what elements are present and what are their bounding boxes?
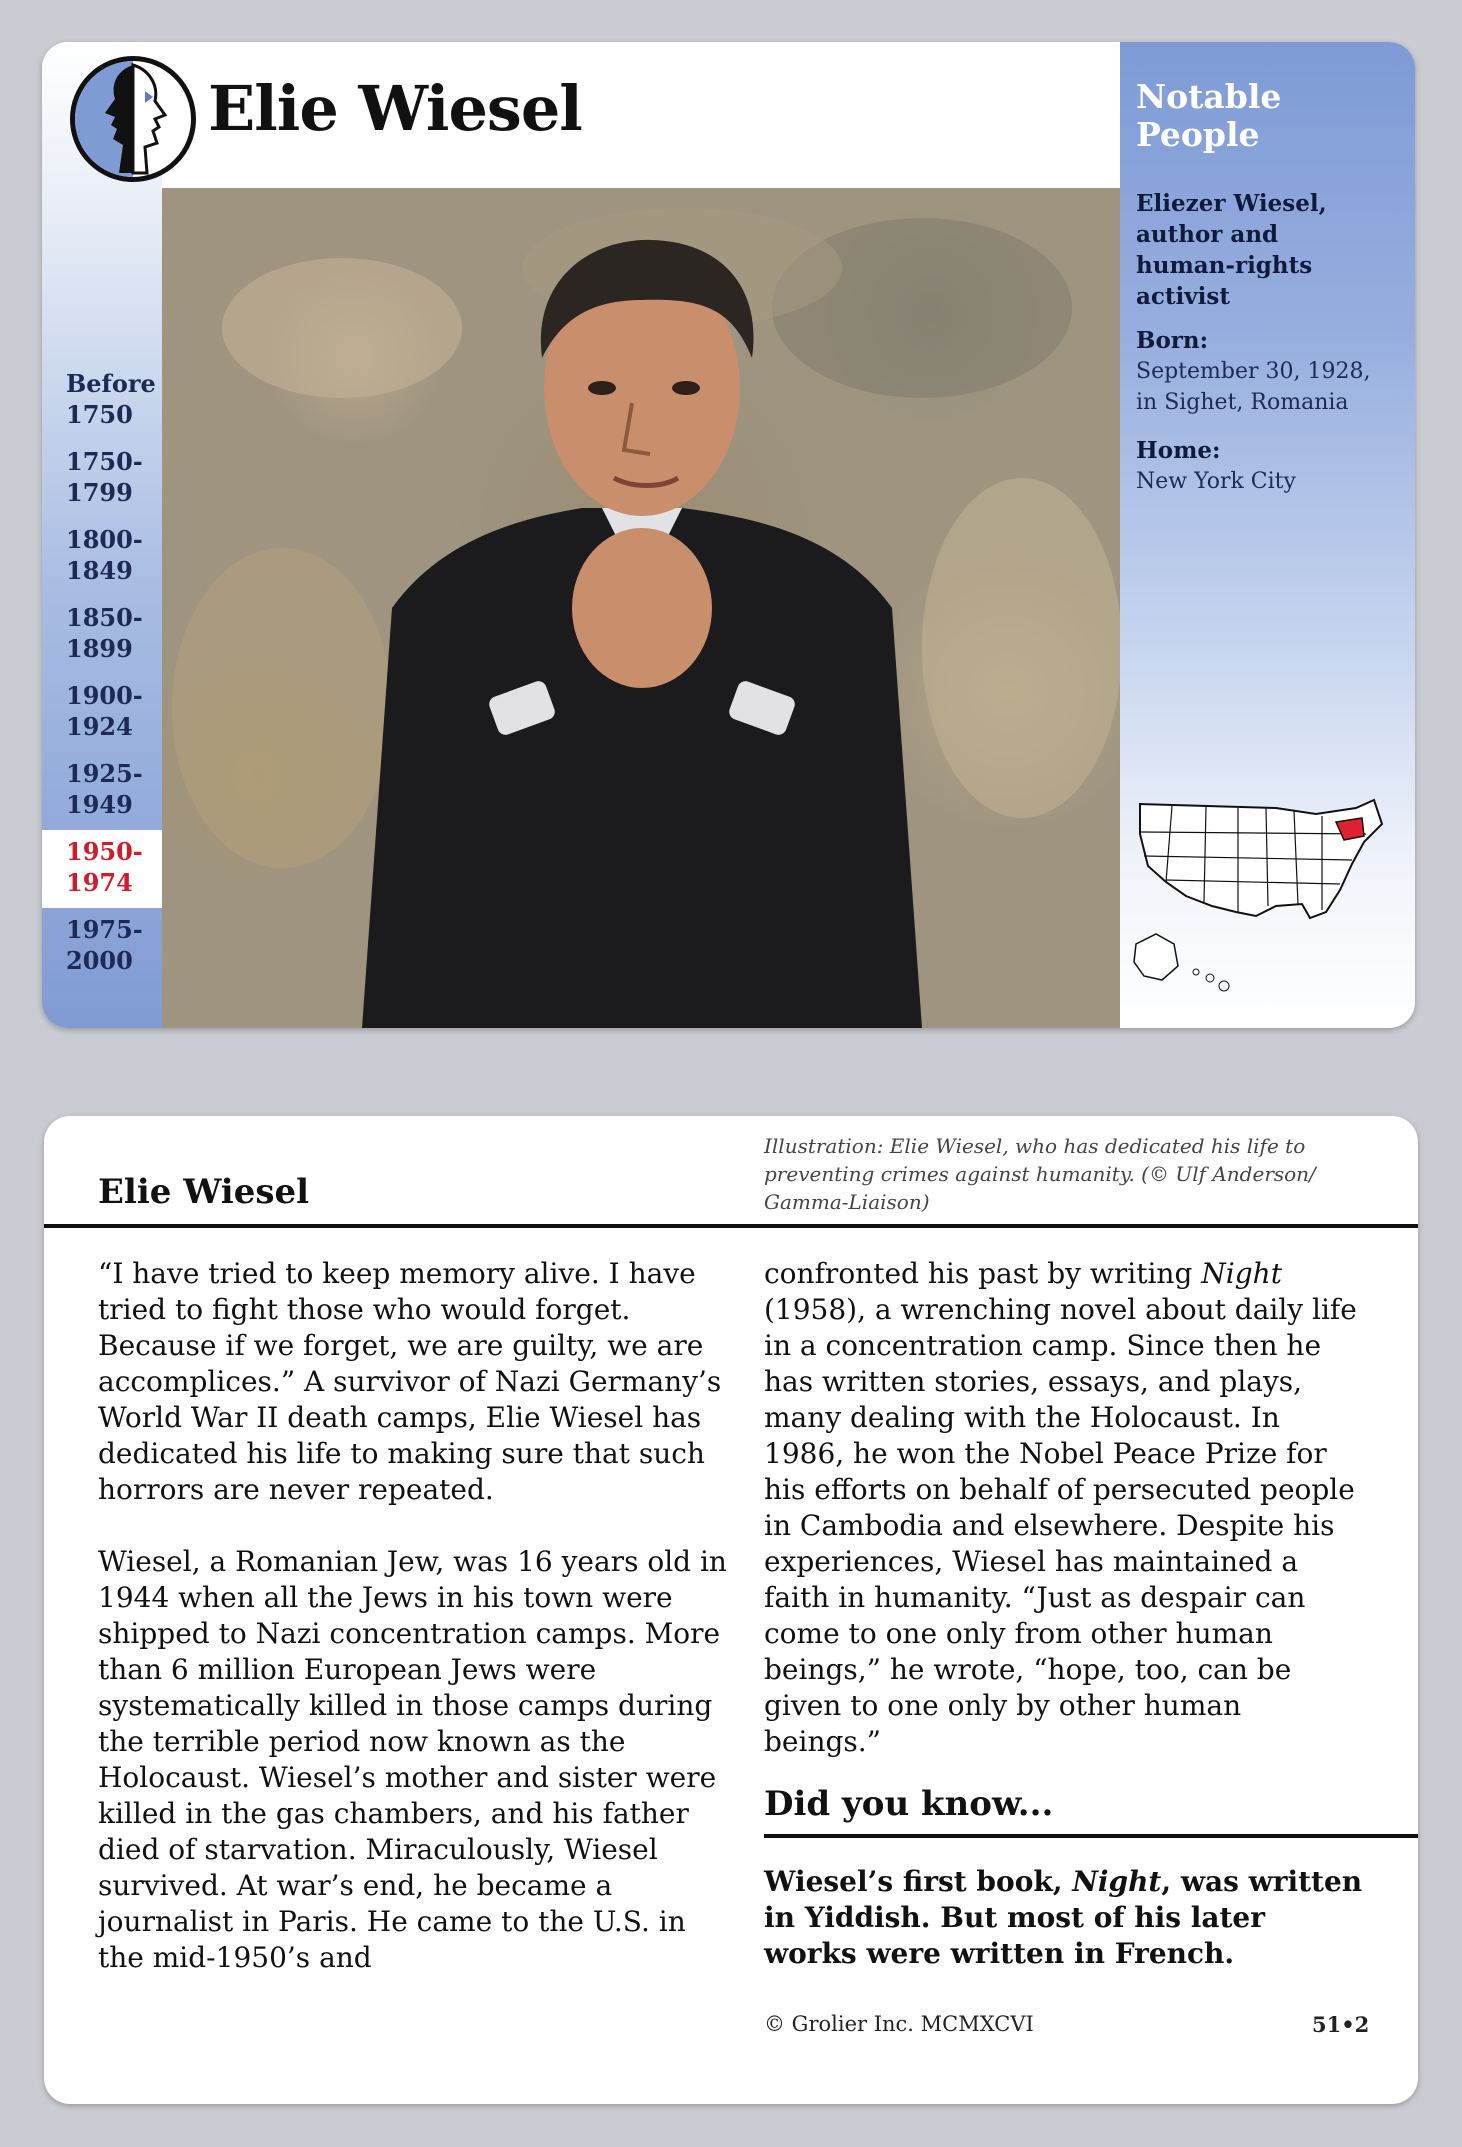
body-paragraph: Wiesel, a Romanian Jew, was 16 years old in 1944 when all the Jews in his town were shipped to Nazi concentration camps. More than 6 million European Jews were systematically killed in those camps during the terrible period now known as the Holocaust. Wiesel’s mother and sister were killed in the gas chambers, and his father died of starvation. Miraculously, Wiesel survived. At war’s end, he became a journalist in Paris. He came to the U.S. in the mid-1950’s and xyxy=(98,1545,727,1974)
era-line: 1950- xyxy=(66,837,143,866)
back-card xyxy=(44,1116,1418,2104)
copyright-notice: © Grolier Inc. MCMXCVI xyxy=(764,2012,1034,2036)
era-sidebar xyxy=(42,42,162,1028)
profile-logo-icon xyxy=(70,56,196,182)
info-panel xyxy=(1120,42,1415,1028)
front-title: Elie Wiesel xyxy=(208,72,582,145)
home-value: New York City xyxy=(1136,469,1296,494)
text-run: Wiesel’s first book, xyxy=(764,1865,1073,1898)
era-item xyxy=(42,440,162,518)
photo-caption: Illustration: Elie Wiesel, who has dedicated his life to preventing crimes against humanity. (© Ulf Anderson/ Gamma-Liaison) xyxy=(764,1134,1316,1214)
era-line: 1800- xyxy=(66,525,143,554)
front-card xyxy=(42,42,1415,1028)
book-title: Night xyxy=(1201,1257,1282,1290)
era-line: 2000 xyxy=(66,946,133,975)
era-line: 1974 xyxy=(66,868,133,897)
category-line: Notable xyxy=(1136,77,1282,116)
era-line: 1750 xyxy=(66,400,133,429)
era-list xyxy=(42,362,162,986)
category-label xyxy=(1136,78,1399,154)
body-column-right xyxy=(764,1256,1364,1796)
era-line: Before xyxy=(66,369,156,398)
era-item xyxy=(42,752,162,830)
us-map-icon xyxy=(1126,794,1398,996)
did-you-know-text xyxy=(764,1864,1364,1972)
header-divider xyxy=(44,1224,1418,1228)
era-line: 1924 xyxy=(66,712,133,741)
body-paragraph: “I have tried to keep memory alive. I have tried to fight those who would forget. Because if we forget, we are guilty, we are accomplices.” A survivor of Nazi Germany’s World War II death camps, Elie Wiesel has dedicated his life to making sure that such horrors are never repeated. xyxy=(98,1257,722,1506)
portrait-photo xyxy=(162,188,1124,1028)
era-item xyxy=(42,596,162,674)
card-number: 51•2 xyxy=(1312,2012,1370,2037)
text-run: confronted his past by writing xyxy=(764,1257,1202,1290)
era-line: 1850- xyxy=(66,603,143,632)
category-line: People xyxy=(1136,115,1260,154)
era-line: 1900- xyxy=(66,681,143,710)
back-title: Elie Wiesel xyxy=(98,1172,310,1212)
text-run: , was written in Yiddish. But most of his later works were written in French. xyxy=(764,1865,1363,1970)
born-value: September 30, 1928, in Sighet, Romania xyxy=(1136,359,1371,415)
era-line: 1799 xyxy=(66,478,133,507)
era-line: 1975- xyxy=(66,915,143,944)
era-line: 1750- xyxy=(66,447,143,476)
era-item-active xyxy=(42,830,162,908)
era-item xyxy=(42,674,162,752)
body-paragraph xyxy=(764,1256,1364,1760)
era-line: 1949 xyxy=(66,790,133,819)
did-you-know-divider xyxy=(764,1834,1418,1838)
era-item xyxy=(42,362,162,440)
text-run: (1958), a wrenching novel about daily life in a concentration camp. Since then he has written stories, essays, and plays, many dealing with the Holocaust. In 1986, he won the Nobel Peace Prize for his efforts on behalf of persecuted people in Cambodia and elsewhere. Despite his experiences, Wiesel has maintained a faith in humanity. “Just as despair can come to one only from other human beings,” he wrote, “hope, too, can be given to one only by other human beings.” xyxy=(764,1293,1357,1758)
home-label: Home: xyxy=(1136,437,1221,464)
book-title: Night xyxy=(1072,1865,1162,1898)
did-you-know-heading: Did you know... xyxy=(764,1784,1054,1824)
born-label: Born: xyxy=(1136,327,1209,354)
era-item xyxy=(42,518,162,596)
body-column-left xyxy=(98,1256,728,2012)
person-description: Eliezer Wiesel, author and human-rights activist xyxy=(1136,190,1327,310)
era-item xyxy=(42,908,162,986)
era-line: 1849 xyxy=(66,556,133,585)
era-line: 1899 xyxy=(66,634,133,663)
era-line: 1925- xyxy=(66,759,143,788)
